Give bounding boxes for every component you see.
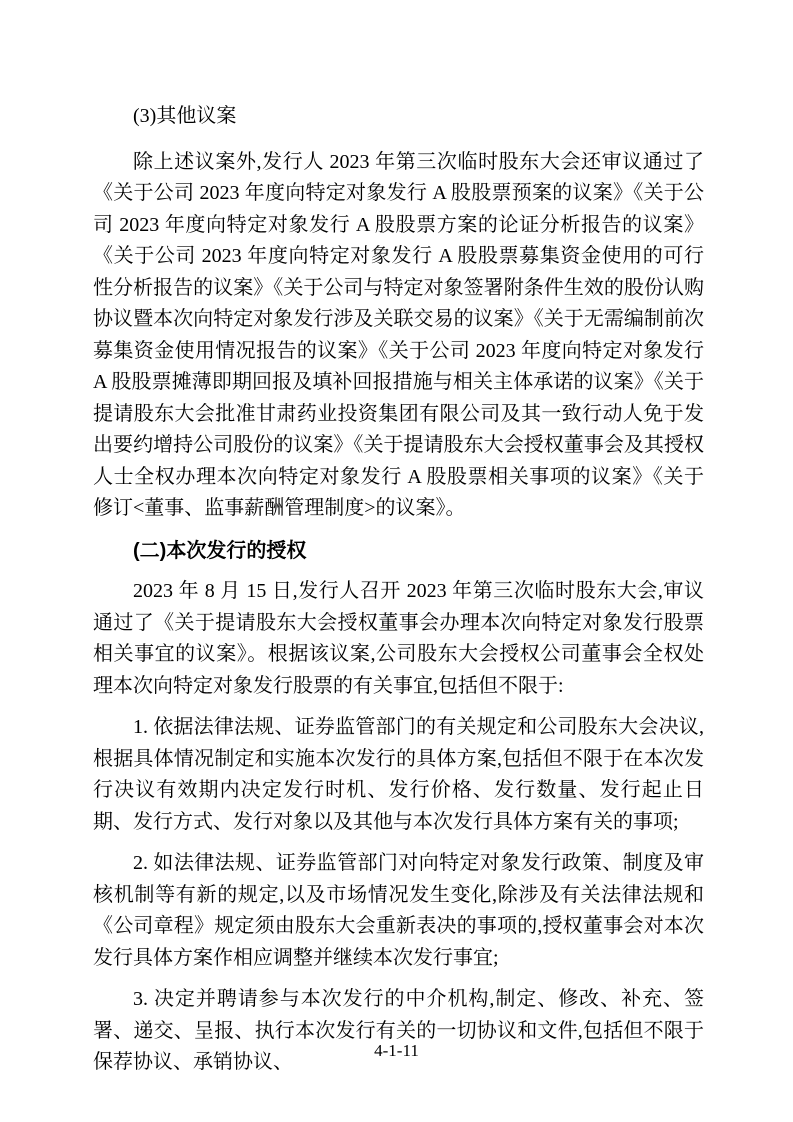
paragraph-other-proposals: 除上述议案外,发行人 2023 年第三次临时股东大会还审议通过了《关于公司 2023 年度向特定对象发行 A 股股票预案的议案》《关于公司 2023 年度向特定对象发行 A 股股票方案的论证分析报告的议案》《关于公司 2023 年度向特定对象发行 A 股股票募集资金使用的可行性分析报告的议案》《关于公司与特定对象签署附条件生效的股份认购协议暨本次向特定对象发行涉及关联交易的议案》《关于无需编制前次募集资金使用情况报告的议案》《关于公司 2023 年度向特定对象发行 A 股股票摊薄即期回报及填补回报措施与相关主体承诺的议案》《关于提请股东大会批准甘肃药业投资集团有限公司及其一致行动人免于发出要约增持公司股份的议案》《关于提请股东大会授权董事会及其授权人士全权办理本次向特定对象发行 A 股股票相关事项的议案》《关于修订<董事、监事薪酬管理制度>的议案》。 bbox=[93, 150, 704, 519]
page-content bbox=[93, 101, 704, 1089]
page-number: 4-1-11 bbox=[374, 1041, 419, 1060]
paragraph-authorization-item-1: 1. 依据法律法规、证券监管部门的有关规定和公司股东大会决议,根据具体情况制定和实施本次发行的具体方案,包括但不限于在本次发行决议有效期内决定发行时机、发行价格、发行数量、发行起止日期、发行方式、发行对象以及其他与本次发行具体方案有关的事项; bbox=[93, 716, 704, 833]
paragraph-authorization-item-3: 3. 决定并聘请参与本次发行的中介机构,制定、修改、补充、签署、递交、呈报、执行本次发行有关的一切协议和文件,包括但不限于保荐协议、承销协议、 bbox=[93, 988, 704, 1073]
paragraph-authorization-intro: 2023 年 8 月 15 日,发行人召开 2023 年第三次临时股东大会,审议通过了《关于提请股东大会授权董事会办理本次向特定对象发行股票相关事宜的议案》。根据该议案,公司股东大会授权公司董事会全权处理本次向特定对象发行股票的有关事宜,包括但不限于: bbox=[93, 580, 704, 697]
subsection-heading-other-proposals: (3)其他议案 bbox=[133, 105, 237, 127]
paragraph-authorization-item-2: 2. 如法律法规、证券监管部门对向特定对象发行政策、制度及审核机制等有新的规定,以及市场情况发生变化,除涉及有关法律法规和《公司章程》规定须由股东大会重新表决的事项的,授权董事会对本次发行具体方案作相应调整并继续本次发行事宜; bbox=[93, 852, 704, 969]
section-heading-issuance-authorization: (二)本次发行的授权 bbox=[133, 539, 307, 562]
